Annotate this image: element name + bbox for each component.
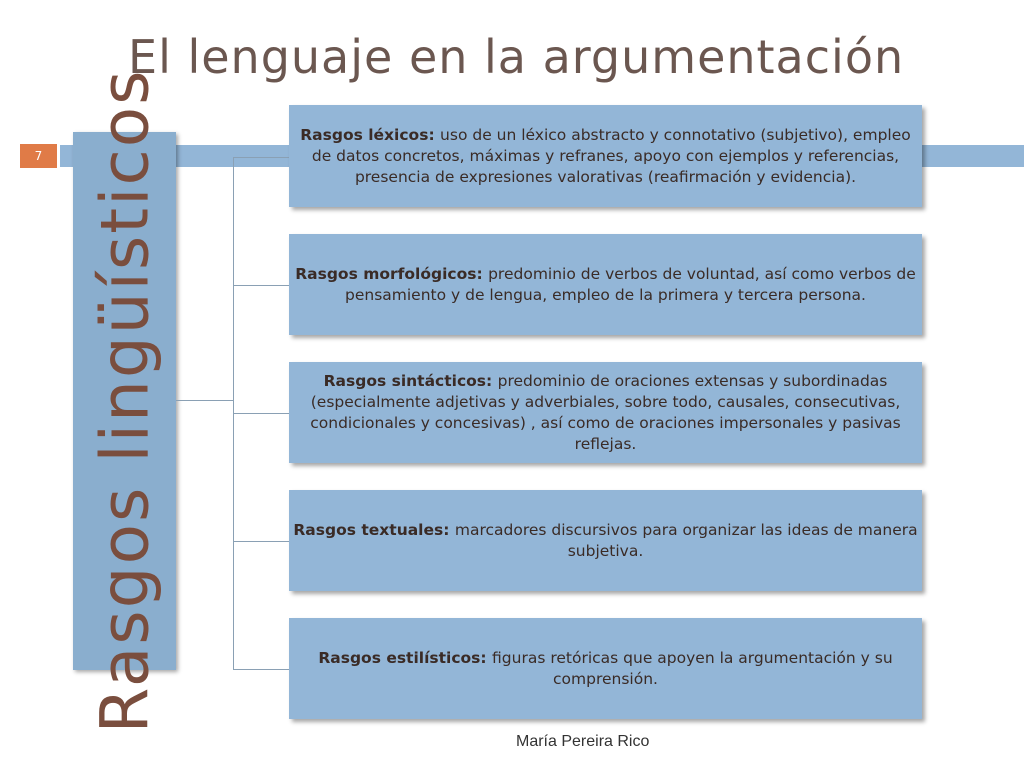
feature-box-estilisticos: Rasgos estilísticos: figuras retóricas que apoyen la argumentación y su comprensión.	[289, 618, 922, 719]
feature-heading: Rasgos morfológicos	[295, 264, 477, 283]
feature-text: predominio de oraciones extensas y subordinadas (especialmente adjetivas y adverbiales, sobre todo, causales, consecutivas, condicionales y concesivas) , así como de oraciones impersonales y pasivas reflejas.	[310, 371, 901, 453]
connector-branch-1	[233, 157, 289, 158]
root-label: Rasgos lingüísticos	[86, 68, 163, 734]
feature-box-lexicos: Rasgos léxicos: uso de un léxico abstracto y connotativo (subjetivo), empleo de datos concretos, máximas y refranes, apoyo con ejemplos y referencias, presencia de expresiones valorativas (reafirmación y evidencia).	[289, 105, 922, 207]
root-node	[73, 68, 176, 734]
feature-heading: Rasgos estilísticos	[318, 648, 481, 667]
slide-number: 7	[20, 144, 57, 168]
feature-box-morfologicos: Rasgos morfológicos: predominio de verbos de voluntad, así como verbos de pensamiento y de lengua, empleo de la primera y tercera persona.	[289, 234, 922, 335]
footer-author: María Pereira Rico	[516, 733, 650, 750]
feature-box-textuales: Rasgos textuales: marcadores discursivos para organizar las ideas de manera subjetiva.	[289, 490, 922, 591]
feature-box-sintacticos: Rasgos sintácticos: predominio de oraciones extensas y subordinadas (especialmente adjetivas y adverbiales, sobre todo, causales, consecutivas, condicionales y concesivas) , así como de oraciones impersonales y pasivas reflejas.	[289, 362, 922, 463]
feature-text: predominio de verbos de voluntad, así como verbos de pensamiento y de lengua, empleo de la primera y tercera persona.	[345, 264, 916, 304]
connector-branch-3	[233, 413, 289, 414]
feature-heading: Rasgos sintácticos	[323, 371, 487, 390]
connector-branch-5	[233, 669, 289, 670]
feature-text: marcadores discursivos para organizar las ideas de manera subjetiva.	[454, 520, 918, 560]
slide-title: El lenguaje en la argumentación	[128, 30, 905, 84]
feature-heading: Rasgos léxicos	[300, 125, 429, 144]
feature-text: uso de un léxico abstracto y connotativo (subjetivo), empleo de datos concretos, máximas y refranes, apoyo con ejemplos y referencias, presencia de expresiones valorativas (reafirmación y evidencia).	[311, 125, 911, 186]
feature-text: figuras retóricas que apoyen la argumentación y su comprensión.	[492, 648, 893, 688]
connector-root	[176, 400, 233, 401]
connector-branch-4	[233, 541, 289, 542]
feature-heading: Rasgos textuales	[293, 520, 444, 539]
connector-branch-2	[233, 285, 289, 286]
